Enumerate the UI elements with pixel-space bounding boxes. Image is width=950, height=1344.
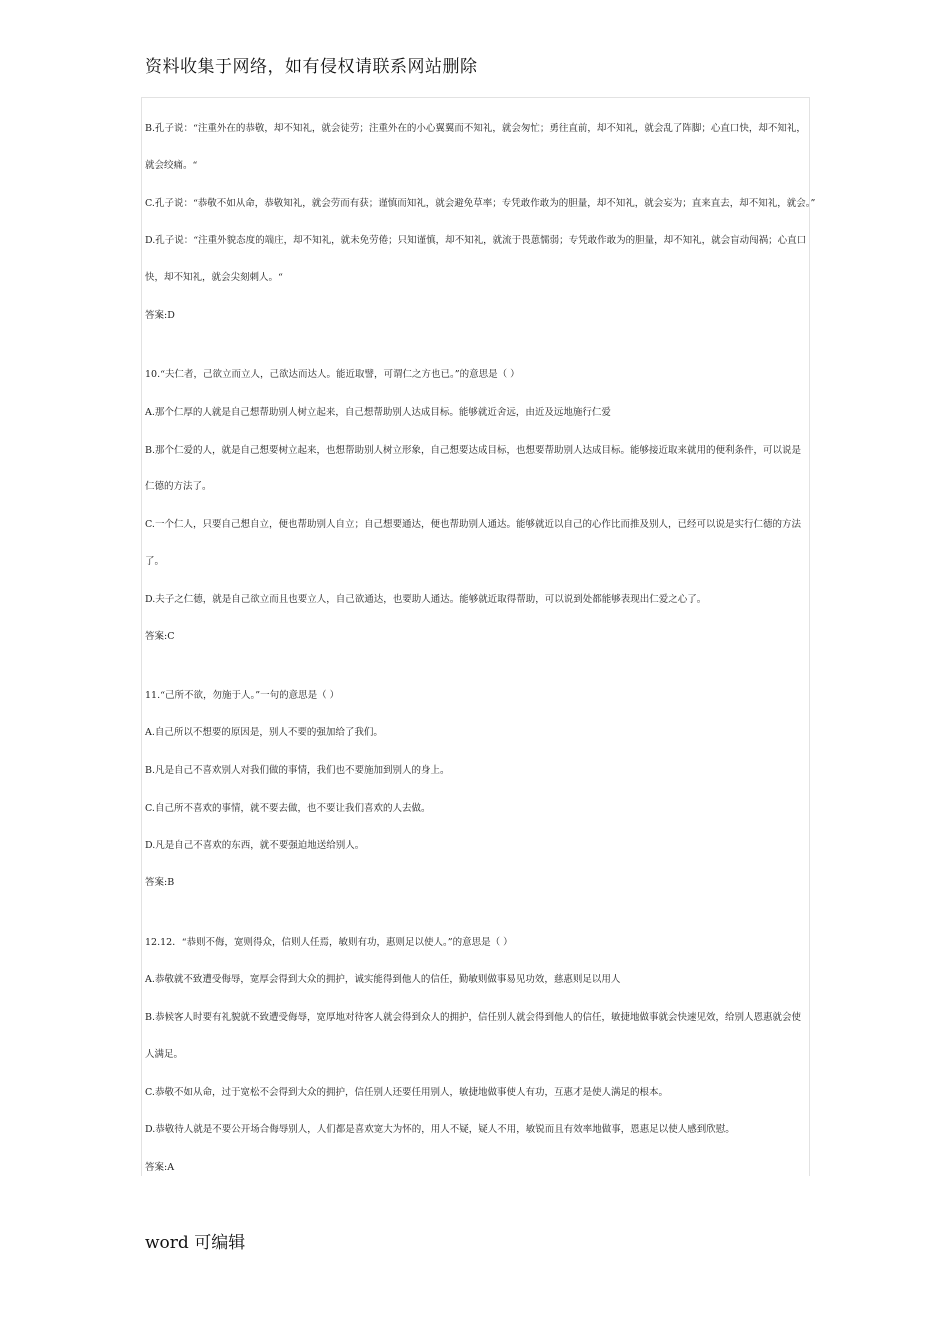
text-line: 了。 <box>145 556 165 567</box>
text-line: A.那个仁厚的人就是自己想帮助别人树立起来，自己想帮助别人达成目标。能够就近舍远，由近及远地施行仁爱 <box>145 407 611 418</box>
page-footer: word 可编辑 <box>145 1233 246 1253</box>
text-line: 就会绞痛。“ <box>145 160 198 171</box>
text-line: 12.12．“恭则不侮，宽则得众，信则人任焉，敏则有功，惠则足以使人。”的意思是（ ） <box>145 937 513 948</box>
text-line: B.孔子说：“注重外在的恭敬，却不知礼，就会徒劳；注重外在的小心翼翼而不知礼，就会匆忙；勇往直前，却不知礼，就会乱了阵脚；心直口快，却不知礼， <box>145 123 806 134</box>
text-line: 答案:D <box>145 310 175 321</box>
text-line: 答案:A <box>145 1162 175 1173</box>
text-line: 11.“己所不欲，勿施于人。”一句的意思是（ ） <box>145 690 340 701</box>
text-line: D.凡是自己不喜欢的东西，就不要强迫地送给别人。 <box>145 840 365 851</box>
text-line: B.那个仁爱的人，就是自己想要树立起来，也想帮助别人树立形象，自己想要达成目标，也想要帮助别人达成目标。能够接近取来就用的便利条件，可以说是 <box>145 445 802 456</box>
text-line: 快，却不知礼，就会尖刻刺人。“ <box>145 272 283 283</box>
text-line: 答案:C <box>145 631 175 642</box>
text-line: 人满足。 <box>145 1049 184 1060</box>
page-header: 资料收集于网络，如有侵权请联系网站删除 <box>145 57 478 77</box>
text-line: A.恭敬就不致遭受侮辱，宽厚会得到大众的拥护，诚实能得到他人的信任，勤敏则做事易见功效，慈惠则足以用人 <box>145 974 621 985</box>
text-line: B.凡是自己不喜欢别人对我们做的事情，我们也不要施加到别人的身上。 <box>145 765 450 776</box>
text-line: B.恭候客人时要有礼貌就不致遭受侮辱，宽厚地对待客人就会得到众人的拥护，信任别人就会得到他人的信任，敏捷地做事就会快速见效，给别人恩惠就会使 <box>145 1012 802 1023</box>
text-line: D.夫子之仁德，就是自己欲立而且也要立人，自己欲通达，也要助人通达。能够就近取得帮助，可以说到处都能够表现出仁爱之心了。 <box>145 594 707 605</box>
text-line: 10.“夫仁者，己欲立而立人，己欲达而达人。能近取譬，可谓仁之方也已。”的意思是（ ） <box>145 369 520 380</box>
text-line: C.自己所不喜欢的事情，就不要去做，也不要让我们喜欢的人去做。 <box>145 803 431 814</box>
text-line: 答案:B <box>145 877 175 888</box>
text-line: C.一个仁人，只要自己想自立，便也帮助别人自立；自己想要通达，便也帮助别人通达。能够就近以自己的心作比而推及别人，已经可以说是实行仁德的方法 <box>145 519 801 530</box>
text-line: 仁德的方法了。 <box>145 481 212 492</box>
text-line: A.自己所以不想要的原因是，别人不要的强加给了我们。 <box>145 727 383 738</box>
text-line: C.恭敬不如从命，过于宽松不会得到大众的拥护，信任别人还要任用别人，敏捷地做事使人有功，互惠才是使人满足的根本。 <box>145 1087 668 1098</box>
text-line: D.孔子说：“注重外貌态度的端庄，却不知礼，就未免劳倦；只知谨慎，却不知礼，就流于畏葸懦弱；专凭敢作敢为的胆量，却不知礼，就会盲动闯祸；心直口 <box>145 235 807 246</box>
text-line: D.恭敬待人就是不要公开场合侮辱别人，人们都是喜欢宽大为怀的，用人不疑，疑人不用，敏锐而且有效率地做事，恩惠足以使人感到欣慰。 <box>145 1124 735 1135</box>
text-line: C.孔子说：“恭敬不如从命，恭敬知礼，就会劳而有获；谨慎而知礼，就会避免草率；专凭敢作敢为的胆量，却不知礼，就会妄为；直来直去，却不知礼，就会。” <box>145 198 816 209</box>
